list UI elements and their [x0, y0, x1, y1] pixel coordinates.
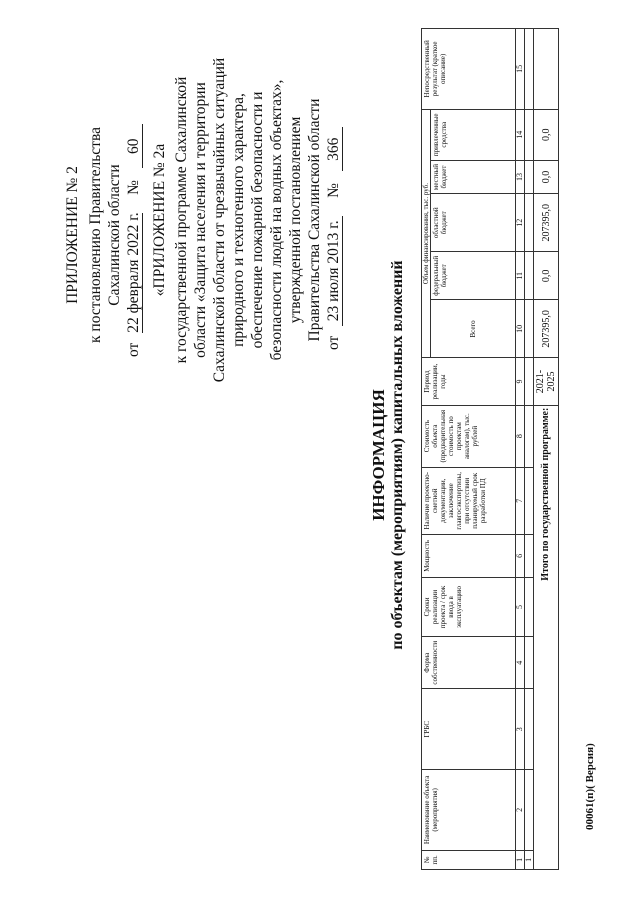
col-header-ownership: Форма собственности — [422, 637, 516, 689]
appendix-2a-header — [150, 40, 343, 400]
col-header-name: Наименование объекта (мероприятия) — [422, 770, 516, 851]
number-sign: № — [325, 183, 342, 198]
col-header-terms: Сроки реализации проекта / срок ввода в эксплуатацию — [422, 577, 516, 636]
appendix-number: 60 — [126, 124, 143, 168]
appendix-2a-date: 23 июля 2013 г. — [326, 216, 343, 326]
appendix-title: ПРИЛОЖЕНИЕ № 2 — [64, 166, 81, 304]
document-subtitle: по объектам (мероприятиям) капитальных вложений — [389, 260, 406, 650]
column-number: 2 — [516, 770, 525, 851]
appendix-2a-line: Сахалинской области от чрезвычайных ситуаций — [211, 57, 228, 383]
appendix-line: Сахалинской области — [106, 164, 123, 306]
col-header-period: Период реализации, годы — [422, 358, 516, 405]
date-prefix: от — [125, 342, 142, 357]
appendix-2a-line: обеспечение пожарной безопасности и — [249, 91, 266, 349]
total-label: Итого по государственной программе: — [534, 405, 559, 869]
col-header-regional: областной бюджет — [431, 194, 516, 252]
table-header-row — [422, 29, 431, 870]
column-number: 12 — [516, 194, 525, 252]
appendix-2a-line: к государственной программе Сахалинской — [173, 76, 190, 364]
col-header-cost: Стоимость объекта (предварительная стоимость по проектам аналогам), тыс. рублей — [422, 405, 516, 467]
col-header-other: привлеченные средства — [431, 109, 516, 160]
column-number: 7 — [516, 467, 525, 534]
col-header-no: № пп. — [422, 850, 516, 869]
appendix-line: к постановлению Правительства — [87, 127, 104, 343]
document-title: ИНФОРМАЦИЯ — [369, 389, 388, 521]
total-row — [534, 29, 559, 870]
col-header-grbs: ГРБС — [422, 689, 516, 770]
appendix-2a-line: безопасности людей на водных объектах», — [268, 79, 285, 361]
appendix-header — [63, 85, 143, 385]
appendix-2a-line: Правительства Сахалинской области — [306, 98, 323, 342]
column-number: 4 — [516, 637, 525, 689]
col-header-local: местный бюджет — [431, 160, 516, 193]
table-row — [525, 29, 534, 870]
appendix-2a-line: области «Защита населения и территории — [192, 82, 209, 358]
column-number: 14 — [516, 109, 525, 160]
total-local: 0,0 — [534, 160, 559, 193]
number-sign: № — [125, 180, 142, 195]
total-federal: 0,0 — [534, 252, 559, 300]
total-all: 207395,0 — [534, 300, 559, 358]
total-other: 0,0 — [534, 109, 559, 160]
total-period: 2021-2025 — [534, 358, 559, 405]
col-header-capacity: Мощность — [422, 534, 516, 577]
column-number: 10 — [516, 300, 525, 358]
column-number: 9 — [516, 358, 525, 405]
column-number: 1 — [516, 850, 525, 869]
appendix-date: 22 февраля 2022 г. — [125, 212, 142, 333]
col-header-total: Всего — [431, 300, 516, 358]
column-number-row — [516, 29, 525, 870]
total-regional: 207395,0 — [534, 194, 559, 252]
appendix-2a-title: «ПРИЛОЖЕНИЕ № 2а — [151, 143, 168, 297]
column-number: 6 — [516, 534, 525, 577]
col-header-financing: Объем финансирования, тыс. руб. — [422, 109, 431, 358]
appendix-2a-line: природного и техногенного характера, — [230, 93, 247, 347]
col-header-result: Непосредственный результат (краткое описание) — [422, 29, 516, 110]
column-number: 13 — [516, 160, 525, 193]
column-number: 3 — [516, 689, 525, 770]
column-number: 5 — [516, 577, 525, 636]
capital-investments-table — [421, 28, 559, 870]
column-number: 15 — [516, 29, 525, 110]
document-code: 00061(п)( Версия) — [584, 743, 596, 830]
column-number: 8 — [516, 405, 525, 467]
appendix-2a-number: 366 — [326, 127, 343, 171]
row-number: 1 — [525, 850, 534, 869]
col-header-federal: федеральный бюджет — [431, 252, 516, 300]
col-header-documentation: Наличие проектно-сметной документации, заключение главгосэкспертизы, при отсутствии планируемый срок разработки ПД — [422, 467, 516, 534]
column-number: 11 — [516, 252, 525, 300]
date-prefix: от — [325, 335, 342, 350]
document-title-block — [369, 205, 407, 705]
appendix-2a-line: утвержденной постановлением — [287, 116, 304, 324]
